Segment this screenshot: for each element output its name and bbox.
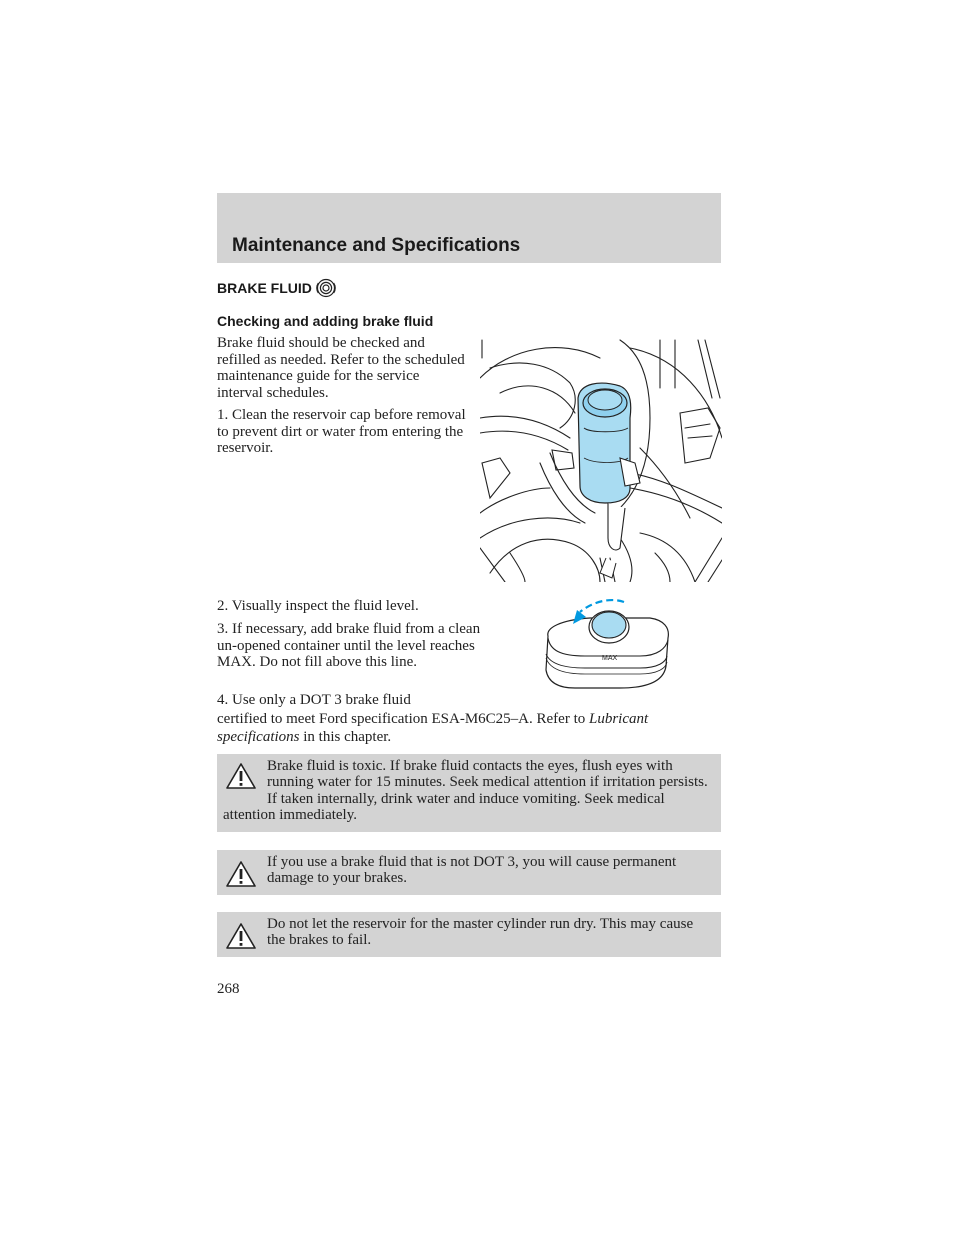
reservoir-max-illustration: [540, 598, 672, 692]
step-2: 2. Visually inspect the fluid level.: [217, 598, 419, 614]
warning-box-run-dry: [217, 912, 721, 957]
max-level-label: MAX: [602, 655, 618, 662]
section-heading: [217, 278, 336, 298]
warning-box-dot3: [217, 850, 721, 895]
page-number: 268: [217, 981, 240, 997]
subsection-title: Checking and adding brake fluid: [217, 313, 434, 329]
lubricant-specifications-reference: Lubricant specifications: [217, 711, 649, 745]
warning-text: If you use a brake fluid that is not DOT 3, you will cause permanent damage to your brakes.: [267, 854, 677, 887]
chapter-title: Maintenance and Specifications: [232, 235, 521, 256]
step-3: 3. If necessary, add brake fluid from a clean un-opened container until the level reaches MAX. Do not fill above this line.: [217, 621, 481, 670]
engine-compartment-illustration: [480, 338, 722, 582]
section-title: BRAKE FLUID: [217, 280, 312, 296]
warning-triangle-icon: [225, 762, 257, 790]
step-4-line-2: certified to meet Ford specification ESA-M6C25–A. Refer to Lubricant specifications in this chapter.: [217, 711, 649, 745]
warning-triangle-icon: [225, 922, 257, 950]
step-1: 1. Clean the reservoir cap before removal to prevent dirt or water from entering the reservoir.: [217, 407, 466, 456]
warning-text: Do not let the reservoir for the master cylinder run dry. This may cause the brakes to fail.: [267, 916, 694, 949]
intro-paragraph: Brake fluid should be checked and refilled as needed. Refer to the scheduled maintenance guide for the service interval schedules.: [217, 335, 465, 401]
warning-box-toxic: [217, 754, 721, 832]
chapter-header: [217, 193, 721, 263]
warning-text: Brake fluid is toxic. If brake fluid contacts the eyes, flush eyes with running water for 15 minutes. Seek medical attention if irritation persists. If taken internally, drink water and induce vomiting. Seek medical attention immediately.: [223, 758, 708, 823]
brake-system-icon: [316, 278, 336, 298]
warning-triangle-icon: [225, 860, 257, 888]
step-4-line-1: 4. Use only a DOT 3 brake fluid: [217, 692, 411, 708]
